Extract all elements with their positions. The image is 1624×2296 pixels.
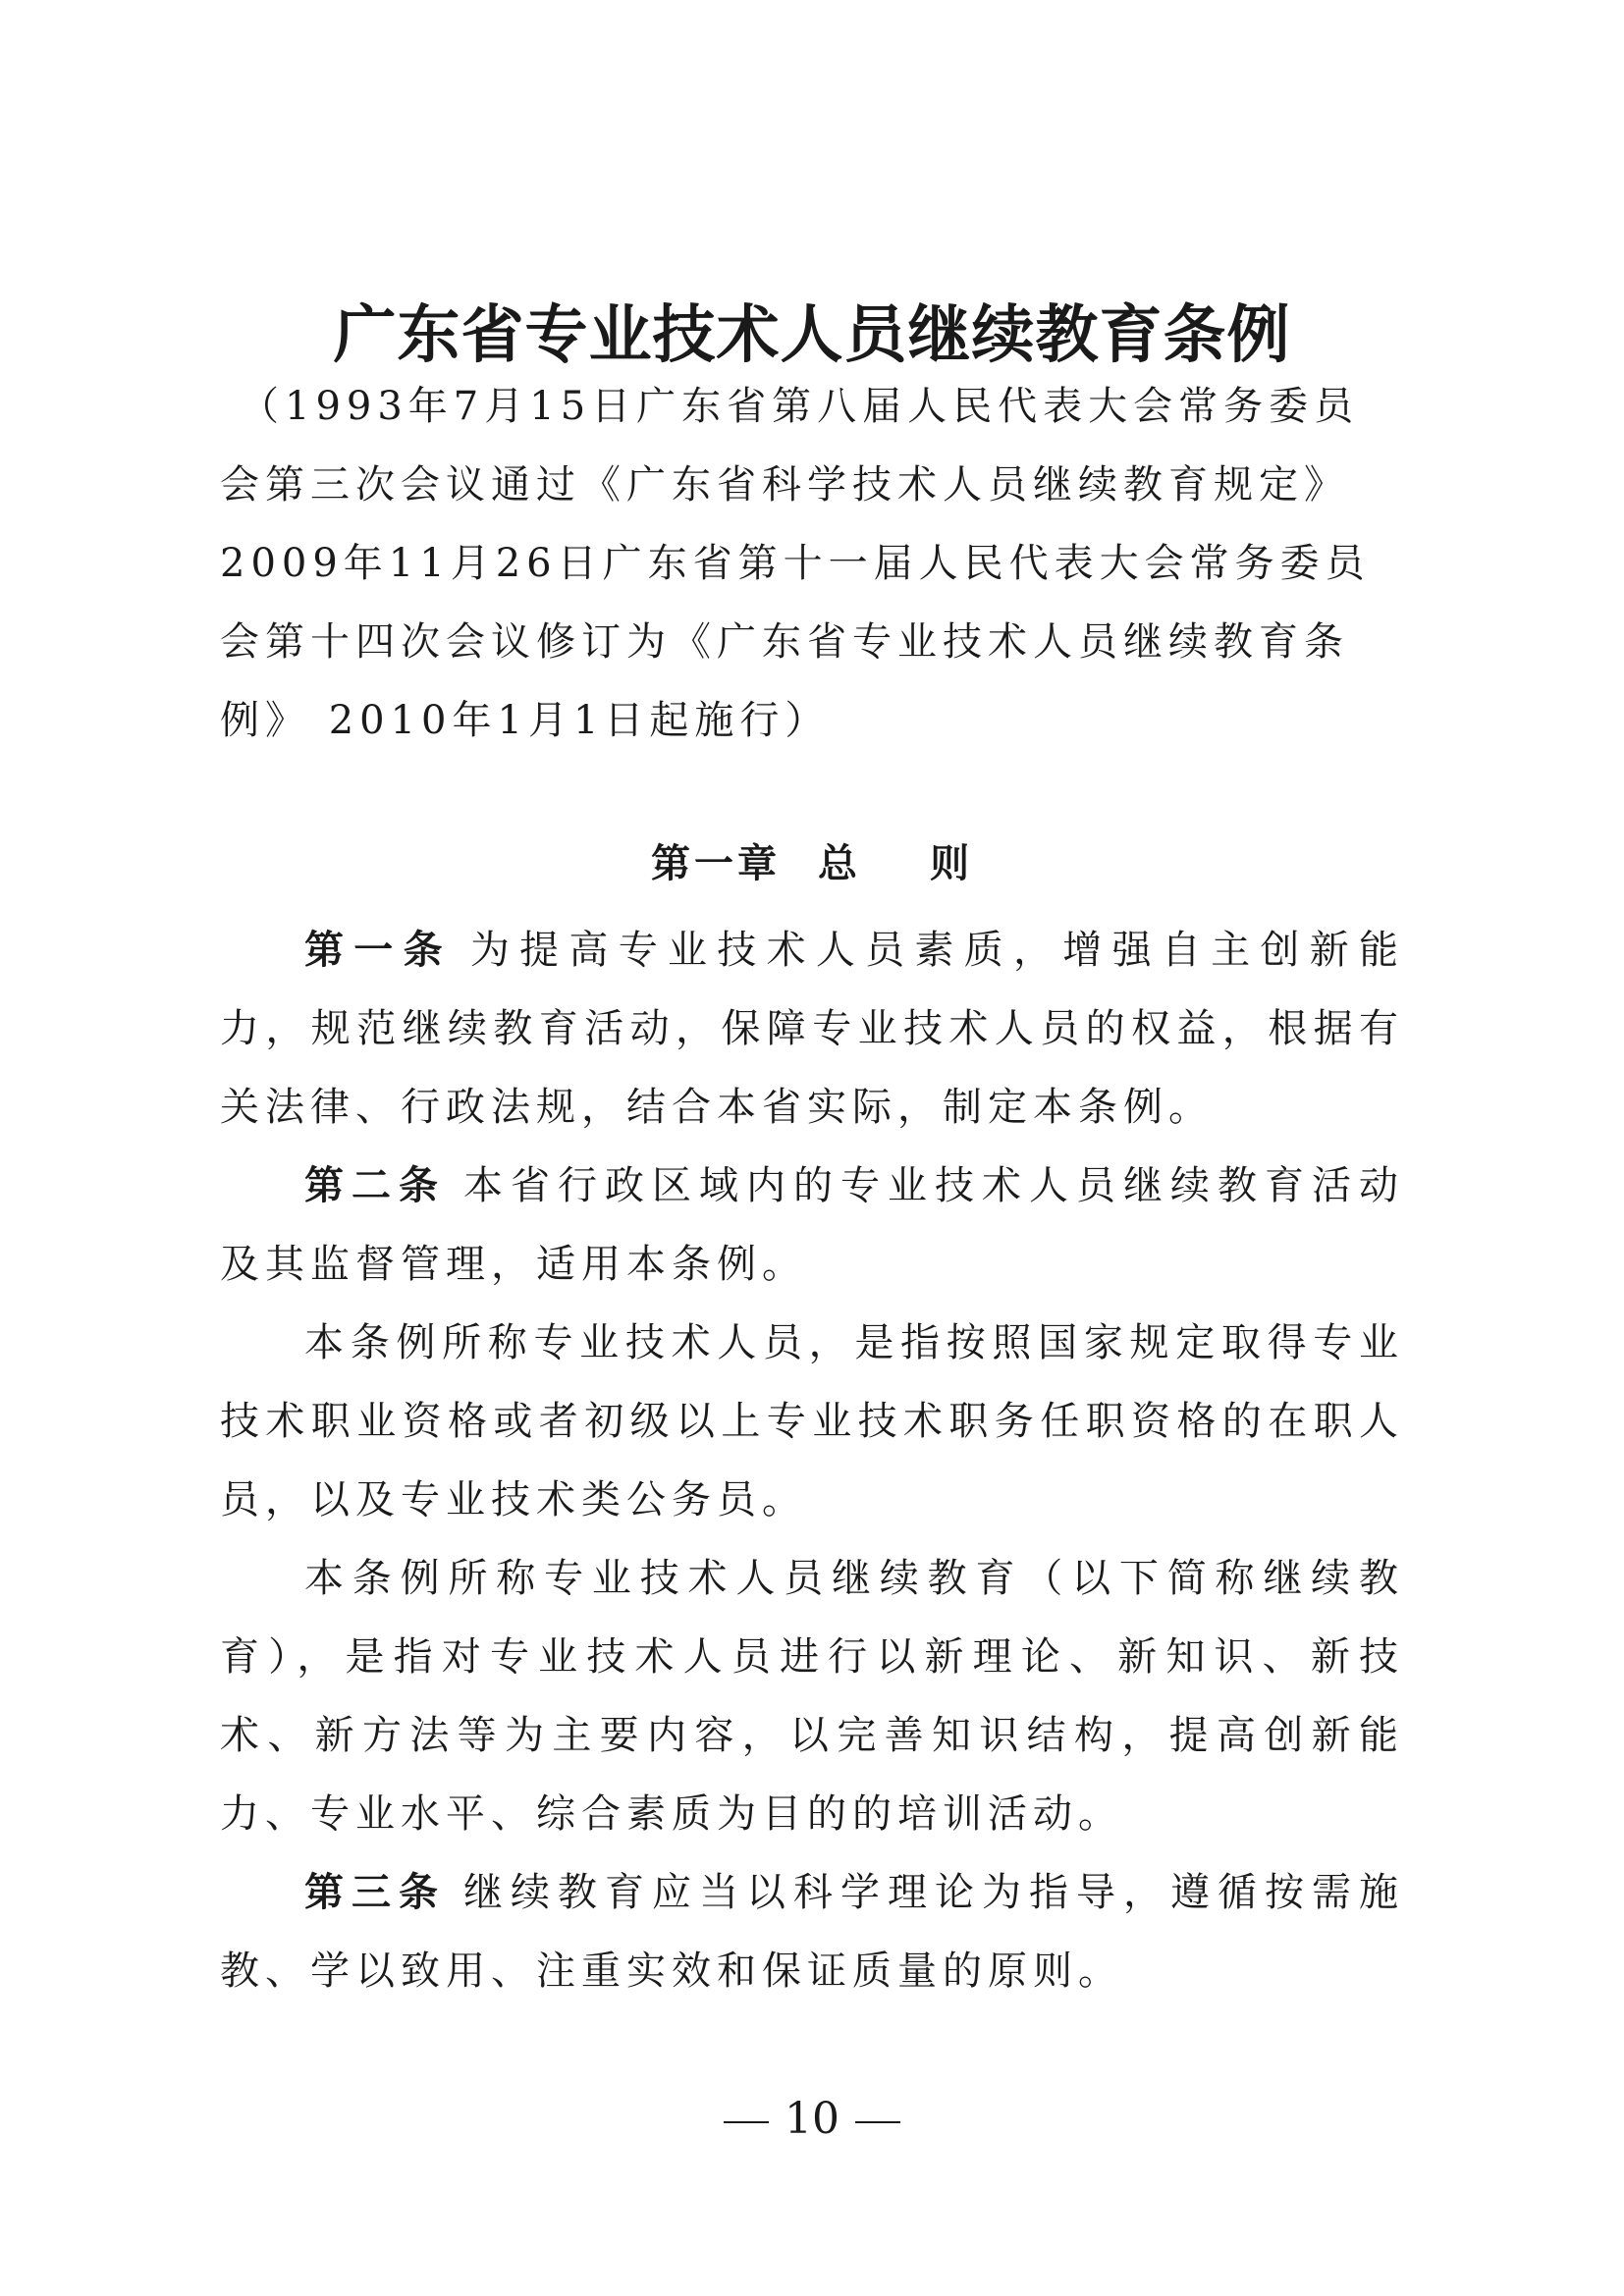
- history-note: （1993年7月15日广东省第八届人民代表大会常务委员会第三次会议通过《广东省科学技术人员继续教育规定》2009年11月26日广东省第十一届人民代表大会常务委员会第十四次会议修订为《广东省专业技术人员继续教育条例》 2010年1月1日起施行）: [220, 384, 1371, 743]
- article-2-text: 本省行政区域内的专业技术人员继续教育活动及其监督管理，适用本条例。: [220, 1163, 1404, 1287]
- article-3-label: 第三条: [304, 1870, 446, 1915]
- article-3-text: 继续教育应当以科学理论为指导，遵循按需施教、学以致用、注重实效和保证质量的原则。: [220, 1870, 1404, 1994]
- page-number-dash-left: [724, 2121, 769, 2123]
- document-title: 广东省专业技术人员继续教育条例: [333, 299, 1291, 372]
- chapter-name-part1: 总: [817, 841, 861, 886]
- article-2-paragraph-3-text: 本条例所称专业技术人员继续教育（以下简称继续教育），是指对专业技术人员进行以新理论、新知识、新技术、新方法等为主要内容，以完善知识结构，提高创新能力、专业水平、综合素质为目的的培训活动。: [220, 1556, 1404, 1837]
- chapter-label: 第一章: [651, 841, 782, 886]
- chapter-heading: [0, 832, 1624, 888]
- article-2-label: 第二条: [304, 1163, 446, 1208]
- article-list: [220, 911, 1404, 2010]
- article-3: [220, 1853, 1404, 2010]
- article-1-text: 为提高专业技术人员素质，增强自主创新能力，规范继续教育活动，保障专业技术人员的权益，根据有关法律、行政法规，结合本省实际，制定本条例。: [220, 928, 1405, 1130]
- article-1-label: 第一条: [304, 928, 453, 973]
- article-2-paragraph-3: [220, 1539, 1404, 1853]
- article-2-paragraph-2-text: 本条例所称专业技术人员，是指按照国家规定取得专业技术职业资格或者初级以上专业技术职务任职资格的在职人员，以及专业技术类公务员。: [220, 1320, 1404, 1522]
- page-number: 10: [785, 2094, 839, 2144]
- chapter-name-part2: 则: [929, 841, 973, 886]
- article-2-paragraph-2: [220, 1304, 1404, 1539]
- page-number-dash-right: [855, 2121, 900, 2123]
- page-number-footer: [0, 2094, 1624, 2144]
- article-2: [220, 1147, 1404, 1304]
- article-1: [220, 911, 1404, 1147]
